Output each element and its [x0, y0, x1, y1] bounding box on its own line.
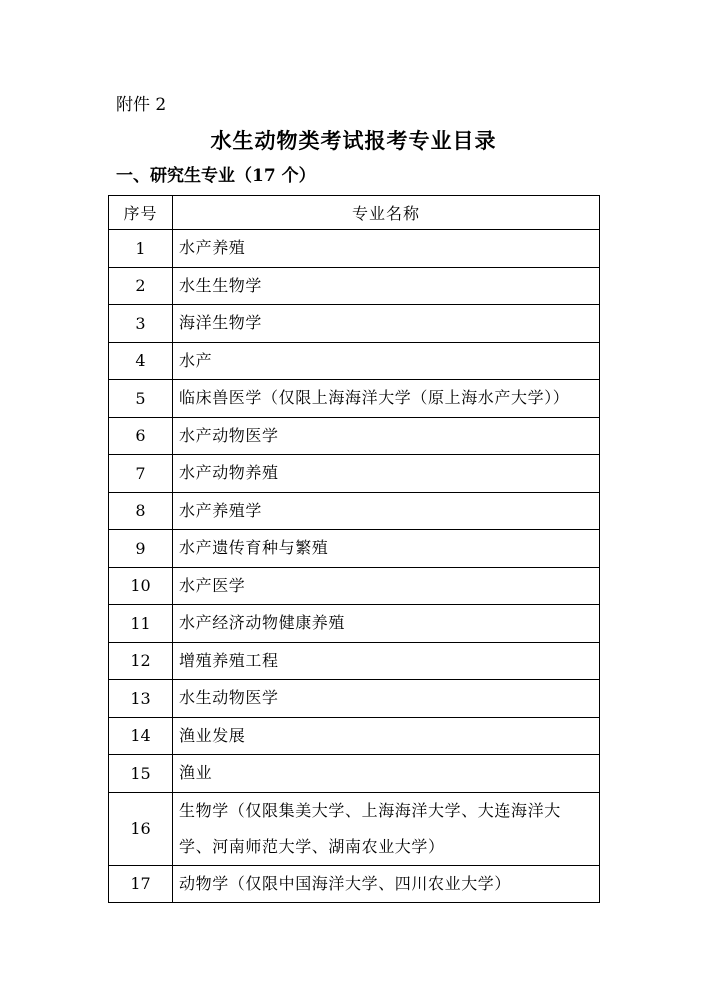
row-major-name: 水产	[173, 342, 600, 380]
table-row	[109, 455, 600, 493]
row-number: 6	[109, 417, 173, 455]
table-row	[109, 492, 600, 530]
row-major-name: 水产动物医学	[173, 417, 600, 455]
table-row	[109, 342, 600, 380]
row-number: 5	[109, 380, 173, 418]
row-number: 13	[109, 680, 173, 718]
row-major-name: 海洋生物学	[173, 305, 600, 343]
row-major-name: 水产养殖学	[173, 492, 600, 530]
table-row	[109, 680, 600, 718]
row-major-name: 水生生物学	[173, 267, 600, 305]
table-body	[109, 230, 600, 903]
row-major-name: 水产动物养殖	[173, 455, 600, 493]
row-number: 8	[109, 492, 173, 530]
table-row	[109, 717, 600, 755]
table-row	[109, 380, 600, 418]
table-row	[109, 642, 600, 680]
row-major-name: 水产医学	[173, 567, 600, 605]
row-major-name: 渔业	[173, 755, 600, 793]
row-major-name: 水产养殖	[173, 230, 600, 268]
row-number: 9	[109, 530, 173, 568]
row-number: 16	[109, 792, 173, 865]
row-number: 14	[109, 717, 173, 755]
table-row	[109, 865, 600, 903]
row-number: 15	[109, 755, 173, 793]
table-row	[109, 305, 600, 343]
row-number: 4	[109, 342, 173, 380]
table-row	[109, 792, 600, 865]
row-major-name: 水产遗传育种与繁殖	[173, 530, 600, 568]
row-number: 11	[109, 605, 173, 643]
majors-table	[108, 195, 600, 903]
row-major-name: 临床兽医学（仅限上海海洋大学（原上海水产大学））	[173, 380, 600, 418]
section-heading: 一、研究生专业（17 个）	[116, 166, 316, 186]
table-row	[109, 230, 600, 268]
row-major-name: 渔业发展	[173, 717, 600, 755]
row-number: 3	[109, 305, 173, 343]
attachment-label: 附件 2	[116, 95, 167, 115]
table-row	[109, 605, 600, 643]
row-major-name: 动物学（仅限中国海洋大学、四川农业大学）	[173, 865, 600, 903]
table-row	[109, 530, 600, 568]
row-number: 12	[109, 642, 173, 680]
row-number: 17	[109, 865, 173, 903]
document-title: 水生动物类考试报考专业目录	[210, 128, 497, 153]
row-number: 7	[109, 455, 173, 493]
table-row	[109, 267, 600, 305]
row-major-name: 增殖养殖工程	[173, 642, 600, 680]
row-major-name: 水产经济动物健康养殖	[173, 605, 600, 643]
table-header-row	[109, 196, 600, 230]
header-number: 序号	[109, 196, 173, 230]
row-number: 2	[109, 267, 173, 305]
row-major-name: 生物学（仅限集美大学、上海海洋大学、大连海洋大学、河南师范大学、湖南农业大学）	[173, 792, 600, 865]
row-major-name: 水生动物医学	[173, 680, 600, 718]
row-number: 10	[109, 567, 173, 605]
table-row	[109, 567, 600, 605]
row-number: 1	[109, 230, 173, 268]
table-row	[109, 417, 600, 455]
header-name: 专业名称	[173, 196, 600, 230]
table-row	[109, 755, 600, 793]
